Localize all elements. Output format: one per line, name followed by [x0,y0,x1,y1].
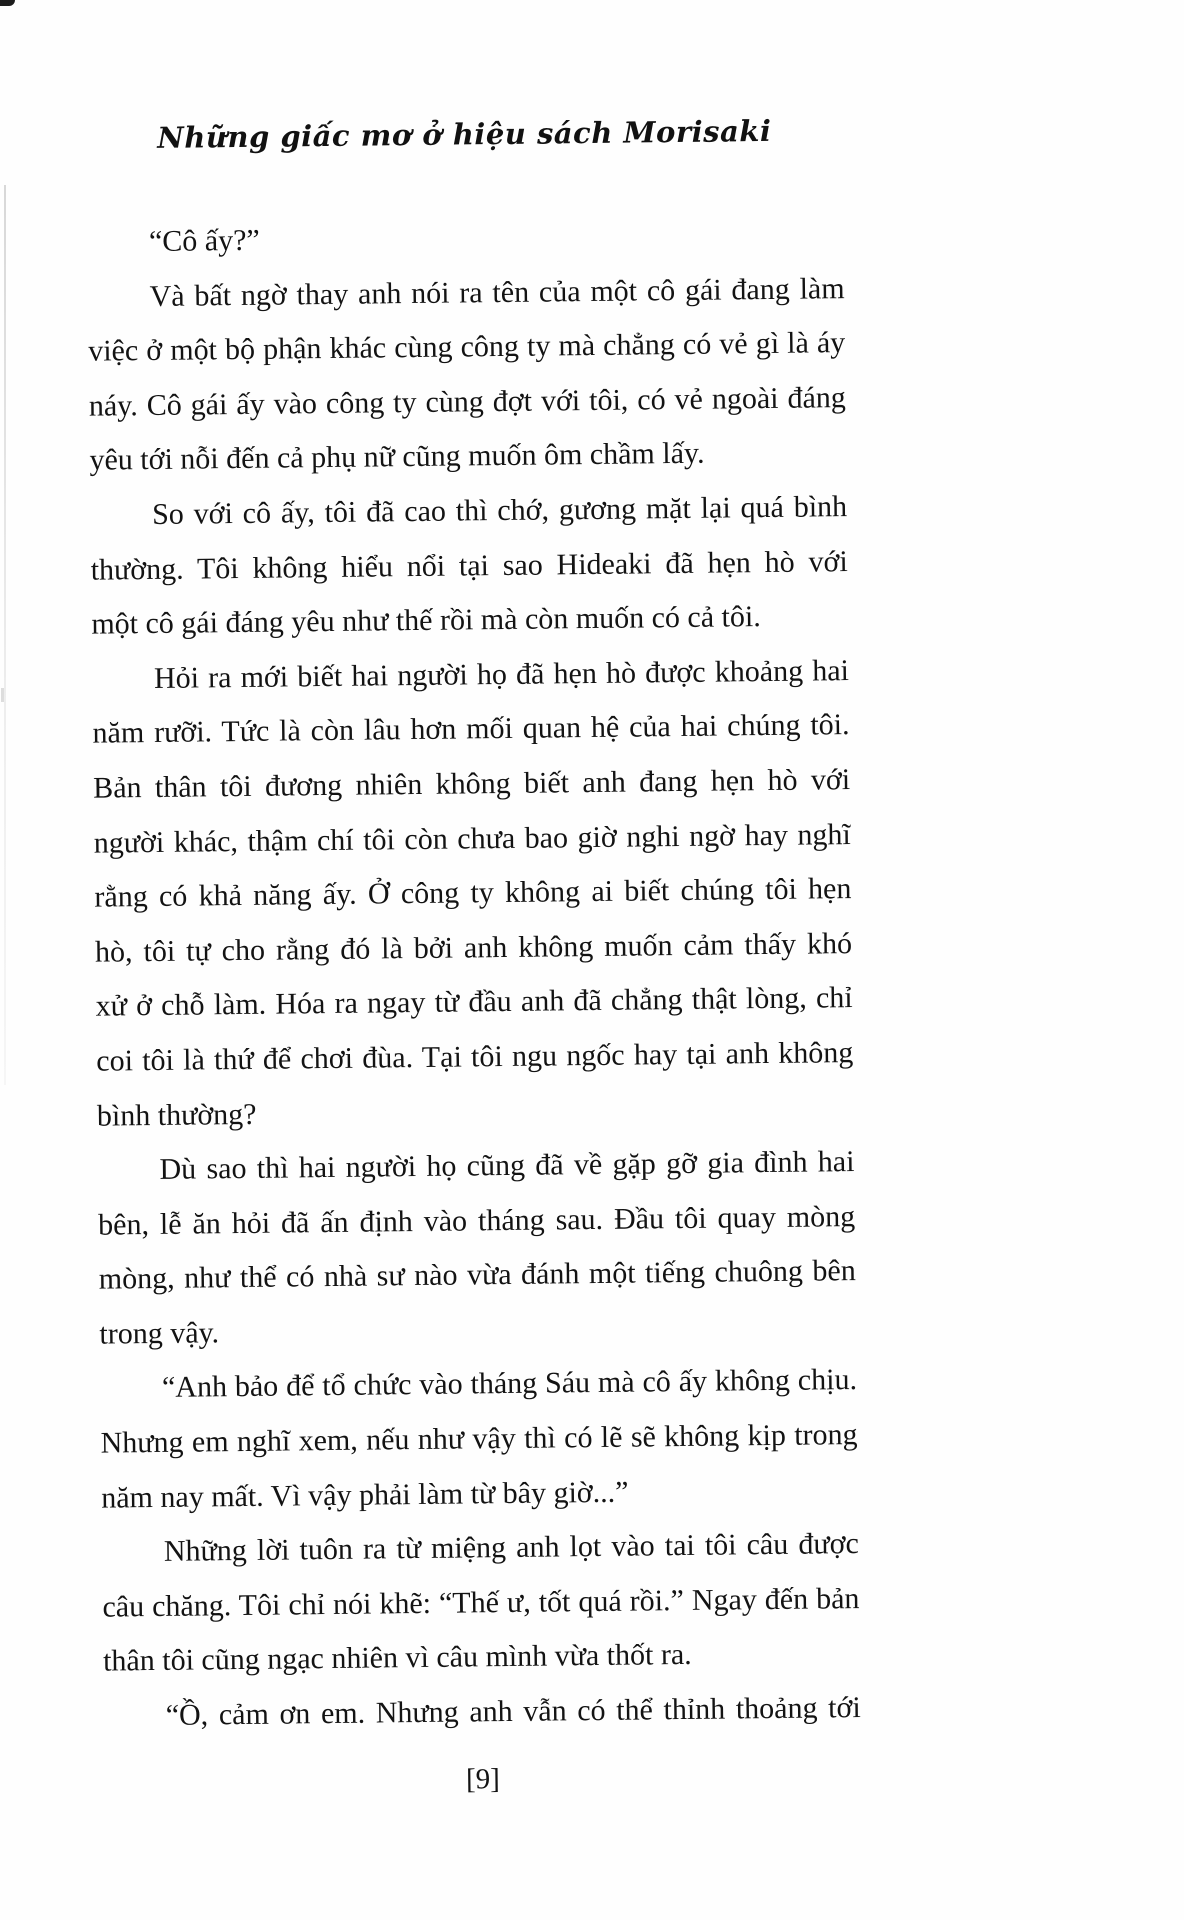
text-line: Nhưng em nghĩ xem, nếu như vậy thì có lẽ sẽ không kịp trong [100,1418,858,1460]
text-line: rằng có khả năng ấy. Ở công ty không ai biết chúng tôi hẹn [94,872,852,914]
text-line: “Anh bảo để tổ chức vào tháng Sáu mà cô ấy không chịu. [161,1363,858,1405]
text-line: hò, tôi tự cho rằng đó là bởi anh không muốn cảm thấy khó [94,926,853,969]
text-line: náy. Cô gái ấy vào công ty cùng đợt với tôi, có vẻ ngoài đáng [88,380,846,423]
text-line: So với cô ấy, tôi đã cao thì chớ, gương mặt lại quá bình [151,490,848,531]
text-line: “Ồ, cảm ơn em. Nhưng anh vẫn có thể thỉnh thoảng tới [165,1691,861,1732]
text-line: Hỏi ra mới biết hai người họ đã hẹn hò được khoảng hai [153,653,850,695]
text-line: Những lời tuôn ra từ miệng anh lọt vào tai tôi câu được [163,1527,860,1569]
text-line: bên, lễ ăn hỏi đã ấn định vào tháng sau. Đầu tôi quay mòng [97,1199,856,1242]
text-line: thân tôi cũng ngạc nhiên vì câu mình vừa thốt ra. [102,1638,692,1679]
running-header: Những giấc mơ ở hiệu sách Morisaki [157,113,772,155]
text-line: năm rưỡi. Tức là còn lâu hơn mối quan hệ của hai chúng tôi. [92,708,850,751]
text-line: câu chăng. Tôi chỉ nói khẽ: “Thế ư, tốt quá rồi.” Ngay đến bản [102,1581,860,1624]
text-line: coi tôi là thứ để chơi đùa. Tại tôi ngu ngốc hay tại anh không [96,1035,854,1078]
page-number: [9] [465,1763,501,1796]
text-line: mòng, như thể có nhà sư nào vừa đánh một tiếng chuông bên [98,1254,856,1296]
text-line: một cô gái đáng yêu như thế rồi mà còn muốn có cả tôi. [91,600,761,641]
text-line: xử ở chỗ làm. Hóa ra ngay từ đầu anh đã chẳng thật lòng, chỉ [95,981,853,1023]
text-line: Dù sao thì hai người họ cũng đã về gặp gỡ gia đình hai [159,1145,855,1187]
body-text [87,207,861,1744]
scan-corner-mark [0,0,15,6]
text-line: trong vậy. [99,1316,220,1351]
text-line: “Cô ấy?” [148,223,260,258]
text-line: thường. Tôi không hiểu nổi tại sao Hideaki đã hẹn hò với [90,544,848,587]
text-line: Bản thân tôi đương nhiên không biết anh đang hẹn hò với [93,763,851,805]
text-line: Và bất ngờ thay anh nói ra tên của một cô gái đang làm [149,271,845,313]
text-line: năm nay mất. Vì vậy phải làm từ bây giờ...” [101,1475,629,1515]
text-line: việc ở một bộ phận khác cùng công ty mà chẳng có vẻ gì là áy [88,326,846,368]
text-line: người khác, thậm chí tôi còn chưa bao giờ nghi ngờ hay nghĩ [93,817,851,860]
text-line: yêu tới nỗi đến cả phụ nữ cũng muốn ôm chầm lấy. [89,437,705,478]
text-line: bình thường? [96,1097,257,1133]
